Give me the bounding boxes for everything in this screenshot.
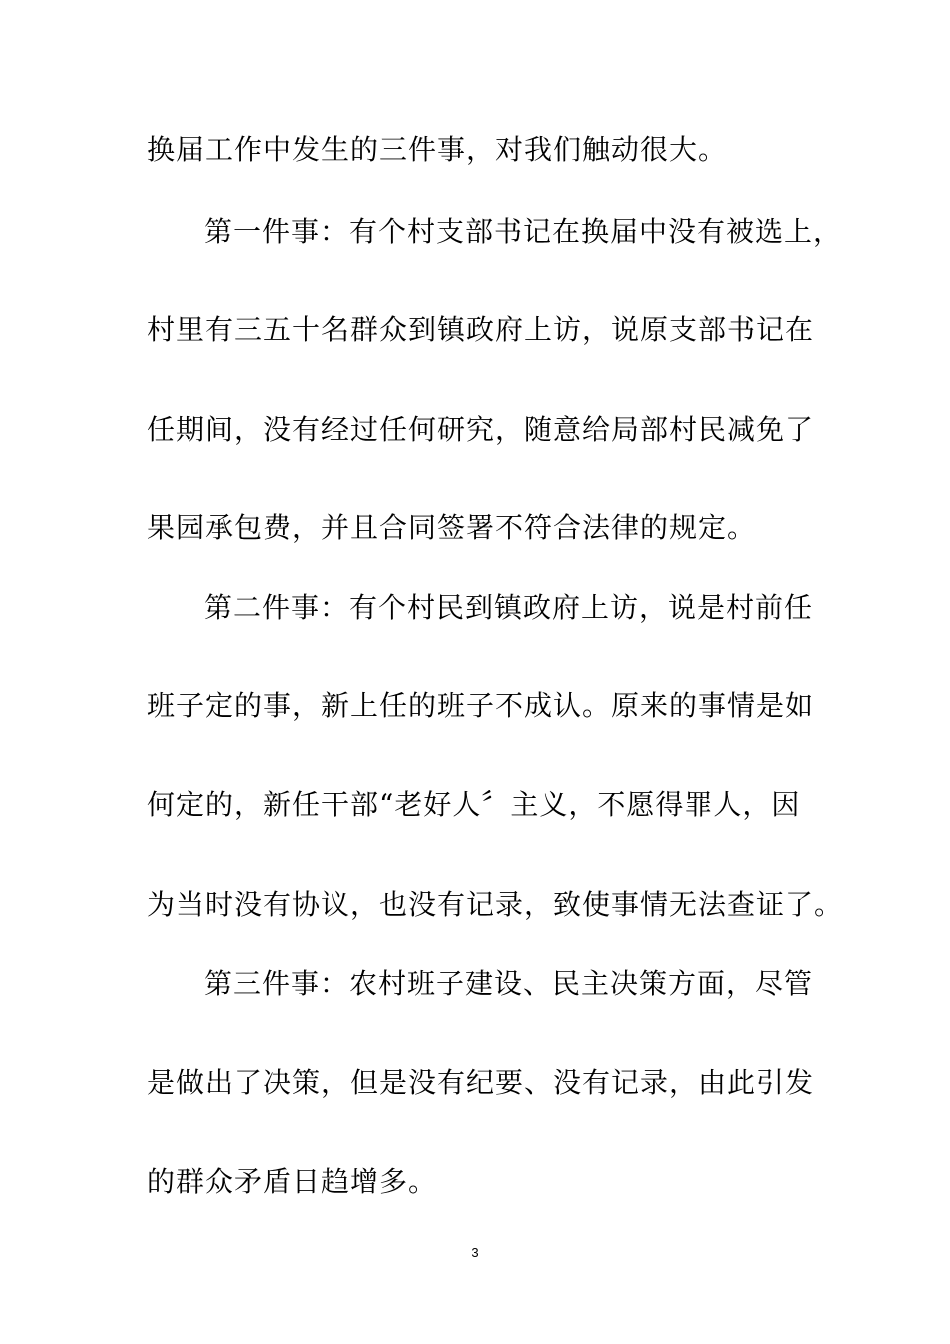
text-line: 班子定的事，新上任的班子不成认。原来的事情是如 [147,689,815,722]
text-line: 为当时没有协议，也没有记录，致使事情无法查证了。 [147,888,844,921]
text-line: 何定的，新任干部“老好人〞主义，不愿得罪人，因 [147,788,801,821]
text-line: 村里有三五十名群众到镇政府上访，说原支部书记在 [147,313,815,346]
text-line: 第三件事：农村班子建设、民主决策方面，尽管 [204,967,814,1000]
page-number: 3 [471,1245,479,1260]
text-line: 任期间，没有经过任何研究，随意给局部村民减免了 [147,413,815,446]
text-line: 第二件事：有个村民到镇政府上访，说是村前任 [204,591,814,624]
text-line: 第一件事：有个村支部书记在换届中没有被选上， [204,215,843,248]
text-line: 换届工作中发生的三件事，对我们触动很大。 [147,133,728,166]
text-line: 是做出了决策，但是没有纪要、没有记录，由此引发 [147,1066,815,1099]
text-line: 的群众矛盾日趋增多。 [147,1165,438,1198]
text-line: 果园承包费，并且合同签署不符合法律的规定。 [147,511,757,544]
